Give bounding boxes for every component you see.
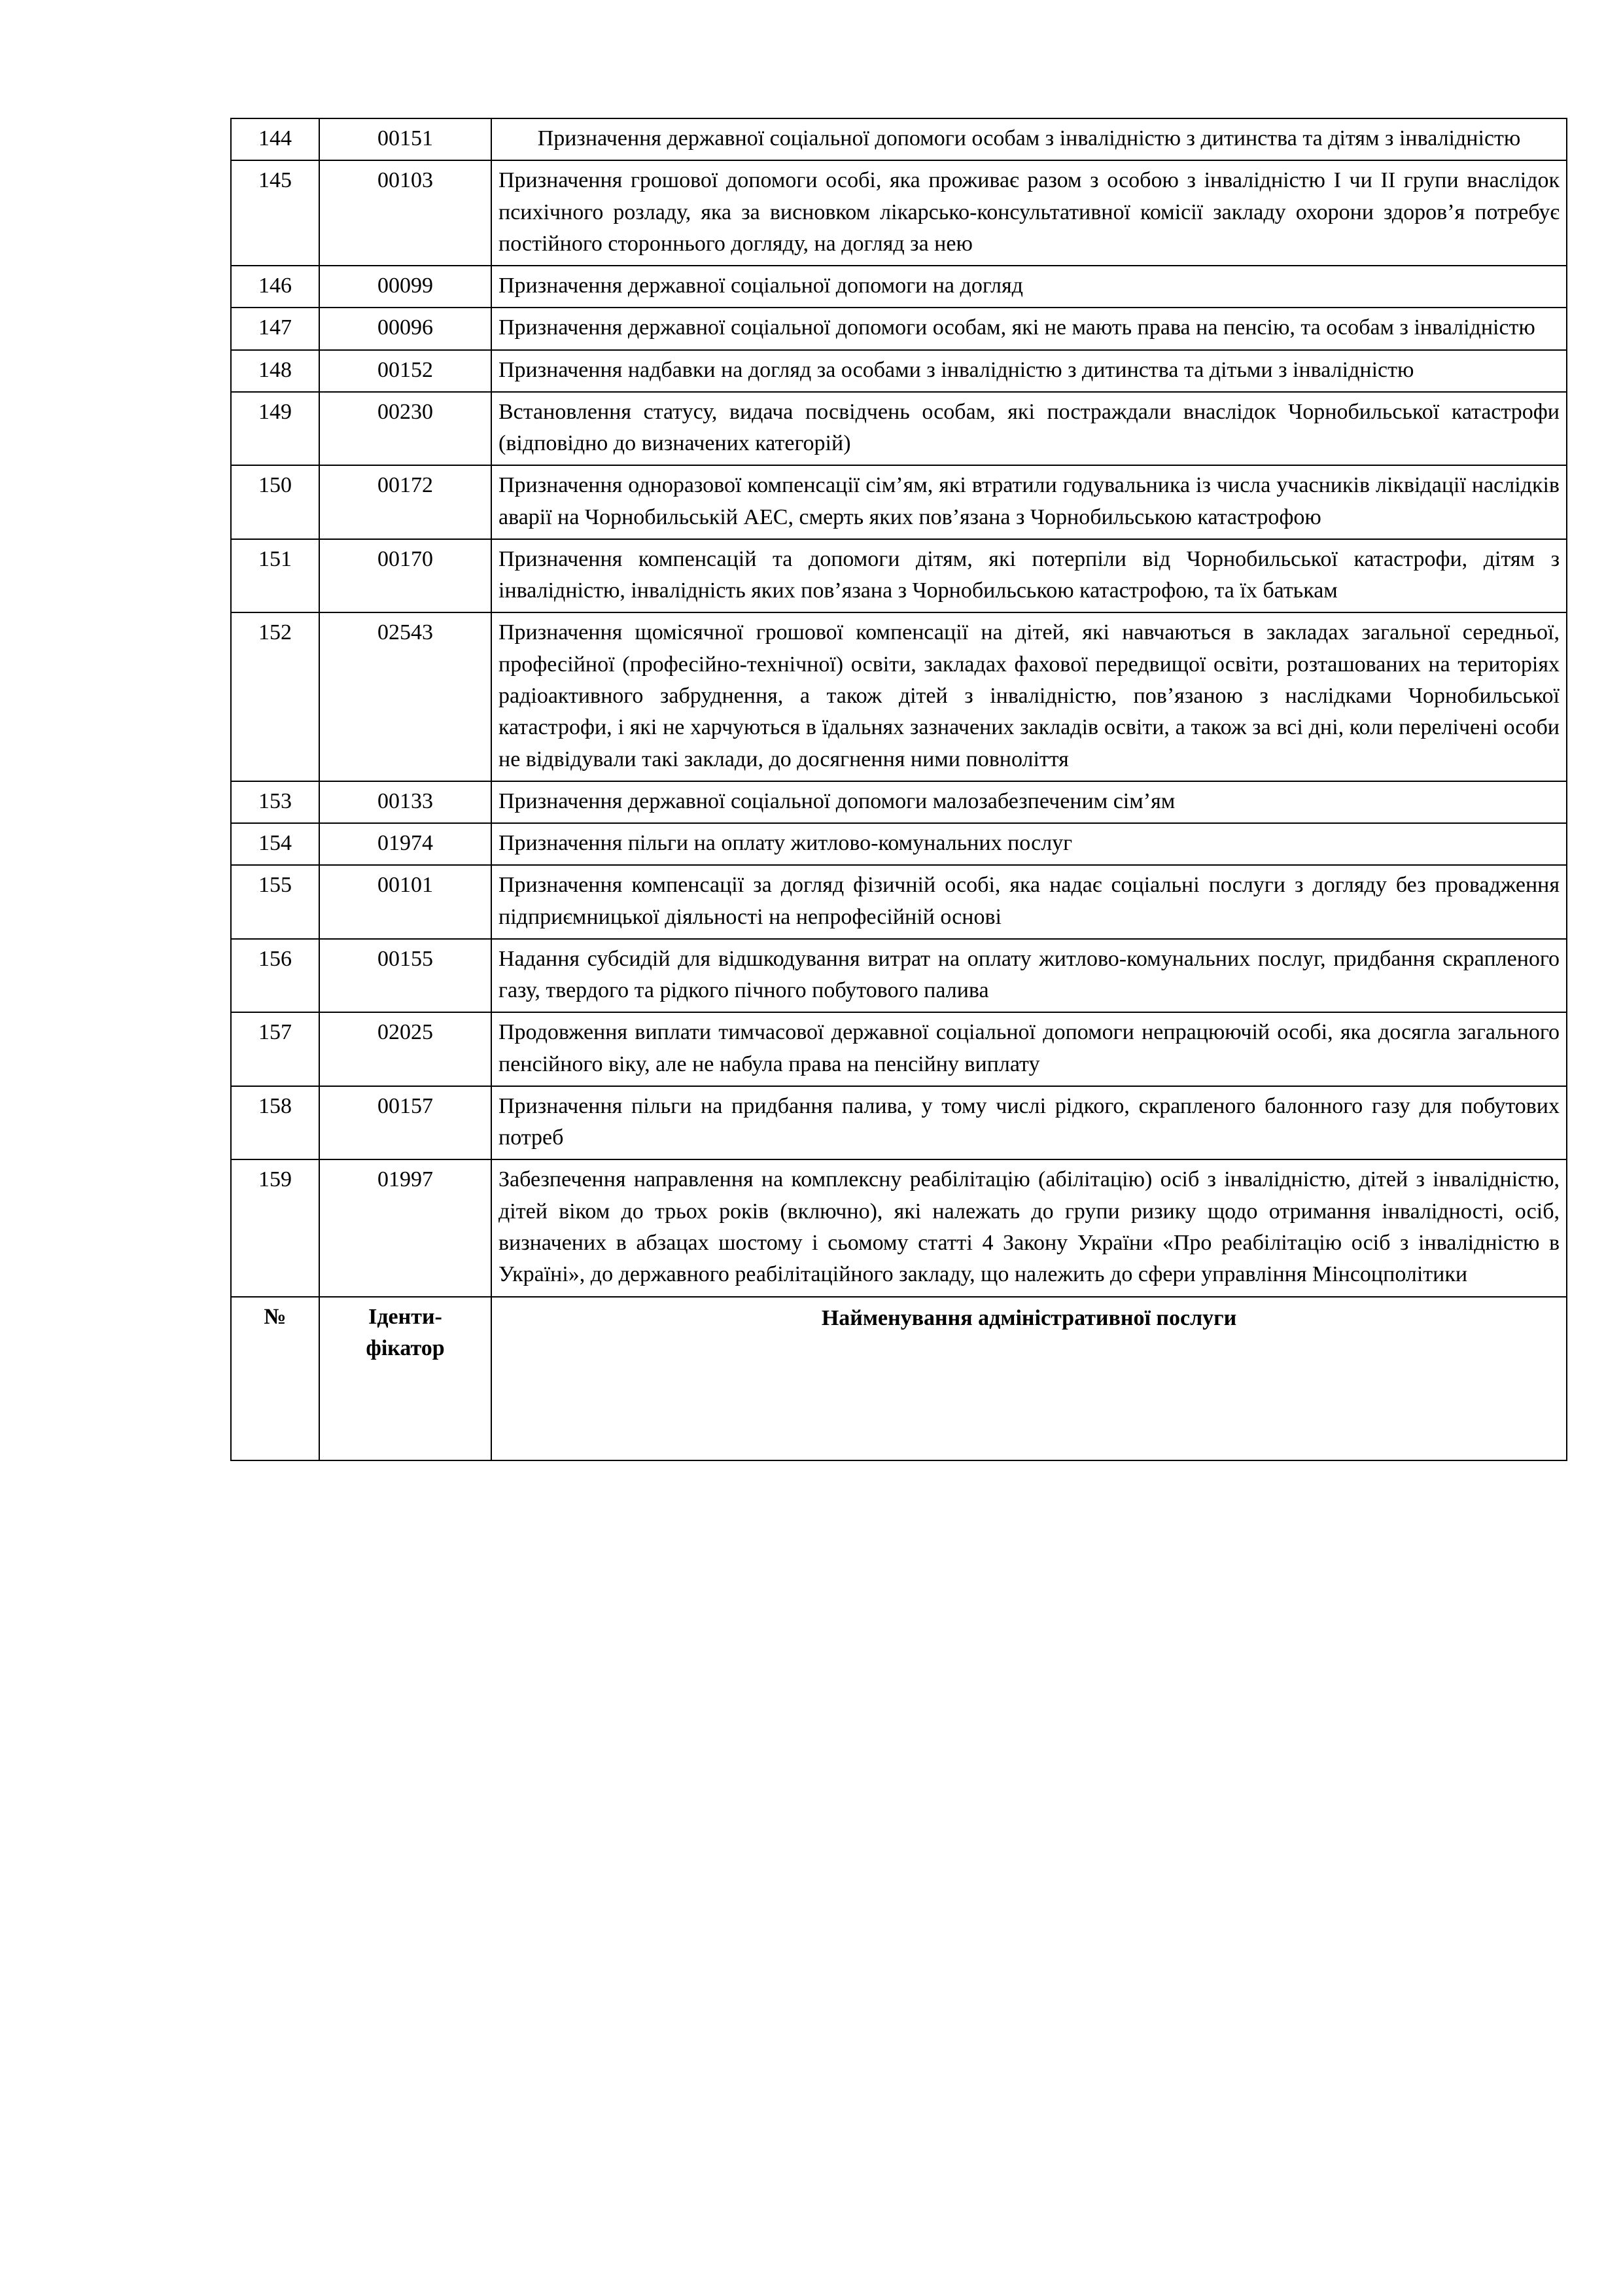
service-name-cell: Призначення державної соціальної допомоги особам з інвалідністю з дитинства та дітям з інвалідністю: [491, 118, 1567, 160]
service-identifier-cell: 02543: [319, 612, 491, 781]
row-number-cell: 146: [231, 266, 319, 308]
row-number-cell: 154: [231, 823, 319, 865]
service-name-cell: Призначення пільги на оплату житлово-комунальних послуг: [491, 823, 1567, 865]
table-row: [231, 118, 1567, 160]
service-identifier-cell: 00103: [319, 160, 491, 266]
service-name-cell: Призначення одноразової компенсації сім’ям, які втратили годувальника із числа учасників ліквідації наслідків аварії на Чорнобильській АЕС, смерть яких пов’язана з Чорнобильською катастрофою: [491, 465, 1567, 539]
service-identifier-cell: 01997: [319, 1159, 491, 1296]
service-name-cell: Встановлення статусу, видача посвідчень особам, які постраждали внаслідок Чорнобильської катастрофи (відповідно до визначених категорій): [491, 392, 1567, 466]
table-header-row: [231, 1297, 1567, 1460]
service-identifier-cell: 00152: [319, 350, 491, 392]
header-identifier-line2: фікатор: [366, 1335, 445, 1360]
service-identifier-cell: 00155: [319, 939, 491, 1013]
table-row: [231, 350, 1567, 392]
table-row: [231, 266, 1567, 308]
table-row: [231, 1012, 1567, 1086]
service-name-cell: Призначення державної соціальної допомоги малозабезпеченим сім’ям: [491, 781, 1567, 823]
services-table-container: [230, 118, 1566, 1461]
table-row: [231, 1159, 1567, 1296]
table-row: [231, 939, 1567, 1013]
service-identifier-cell: 00101: [319, 865, 491, 939]
header-service-name-cell: Найменування адміністративної послуги: [491, 1297, 1567, 1460]
service-name-cell: Призначення щомісячної грошової компенсації на дітей, які навчаються в закладах загальної середньої, професійної (професійно-технічної) освіти, закладах фахової передвищої освіти, розташованих на територіях радіоактивного забруднення, а також дітей з інвалідністю, пов’язаною з наслідками Чорнобильської катастрофи, і які не харчуються в їдальнях зазначених закладів освіти, а також за всі дні, коли перелічені особи не відвідували такі заклади, до досягнення ними повноліття: [491, 612, 1567, 781]
service-name-cell: Призначення компенсацій та допомоги дітям, які потерпіли від Чорнобильської катастрофи, дітям з інвалідністю, інвалідність яких пов’язана з Чорнобильською катастрофою, та їх батькам: [491, 539, 1567, 613]
service-identifier-cell: 00133: [319, 781, 491, 823]
row-number-cell: 158: [231, 1086, 319, 1160]
service-identifier-cell: 00157: [319, 1086, 491, 1160]
service-name-cell: Продовження виплати тимчасової державної соціальної допомоги непрацюючій особі, яка досягла загального пенсійного віку, але не набула права на пенсійну виплату: [491, 1012, 1567, 1086]
row-number-cell: 155: [231, 865, 319, 939]
table-body: [231, 118, 1567, 1460]
table-row: [231, 823, 1567, 865]
service-name-cell: Призначення компенсації за догляд фізичній особі, яка надає соціальні послуги з догляду без провадження підприємницької діяльності на непрофесійній основі: [491, 865, 1567, 939]
service-identifier-cell: 00099: [319, 266, 491, 308]
header-identifier-line1: Іденти-: [368, 1304, 442, 1329]
service-name-cell: Надання субсидій для відшкодування витрат на оплату житлово-комунальних послуг, придбання скрапленого газу, твердого та рідкого пічного побутового палива: [491, 939, 1567, 1013]
row-number-cell: 144: [231, 118, 319, 160]
service-identifier-cell: 00096: [319, 308, 491, 349]
header-identifier-cell: [319, 1297, 491, 1460]
table-row: [231, 308, 1567, 349]
administrative-services-table: [230, 118, 1567, 1461]
table-row: [231, 781, 1567, 823]
service-name-cell: Призначення грошової допомоги особі, яка проживає разом з особою з інвалідністю I чи II групи внаслідок психічного розладу, яка за висновком лікарсько-консультативної комісії закладу охорони здоров’я потребує постійного стороннього догляду, на догляд за нею: [491, 160, 1567, 266]
row-number-cell: 152: [231, 612, 319, 781]
table-row: [231, 392, 1567, 466]
row-number-cell: 147: [231, 308, 319, 349]
row-number-cell: 148: [231, 350, 319, 392]
row-number-cell: 156: [231, 939, 319, 1013]
service-identifier-cell: 00170: [319, 539, 491, 613]
row-number-cell: 159: [231, 1159, 319, 1296]
table-row: [231, 465, 1567, 539]
row-number-cell: 153: [231, 781, 319, 823]
row-number-cell: 151: [231, 539, 319, 613]
row-number-cell: 150: [231, 465, 319, 539]
row-number-cell: 145: [231, 160, 319, 266]
row-number-cell: 157: [231, 1012, 319, 1086]
service-name-cell: Призначення державної соціальної допомоги особам, які не мають права на пенсію, та особам з інвалідністю: [491, 308, 1567, 349]
service-name-cell: Призначення державної соціальної допомоги на догляд: [491, 266, 1567, 308]
table-row: [231, 1086, 1567, 1160]
service-identifier-cell: 01974: [319, 823, 491, 865]
service-name-cell: Забезпечення направлення на комплексну реабілітацію (абілітацію) осіб з інвалідністю, дітей з інвалідністю, дітей віком до трьох років (включно), які належать до групи ризику щодо отримання інвалідності, осіб, визначених в абзацах шостому і сьомому статті 4 Закону України «Про реабілітацію осіб з інвалідністю в Україні», до державного реабілітаційного закладу, що належить до сфери управління Мінсоцполітики: [491, 1159, 1567, 1296]
table-row: [231, 865, 1567, 939]
table-row: [231, 539, 1567, 613]
header-number-cell: №: [231, 1297, 319, 1460]
row-number-cell: 149: [231, 392, 319, 466]
table-row: [231, 612, 1567, 781]
service-identifier-cell: 02025: [319, 1012, 491, 1086]
service-name-cell: Призначення пільги на придбання палива, у тому числі рідкого, скрапленого балонного газу для побутових потреб: [491, 1086, 1567, 1160]
service-name-cell: Призначення надбавки на догляд за особами з інвалідністю з дитинства та дітьми з інвалідністю: [491, 350, 1567, 392]
table-row: [231, 160, 1567, 266]
service-identifier-cell: 00172: [319, 465, 491, 539]
service-identifier-cell: 00230: [319, 392, 491, 466]
service-identifier-cell: 00151: [319, 118, 491, 160]
